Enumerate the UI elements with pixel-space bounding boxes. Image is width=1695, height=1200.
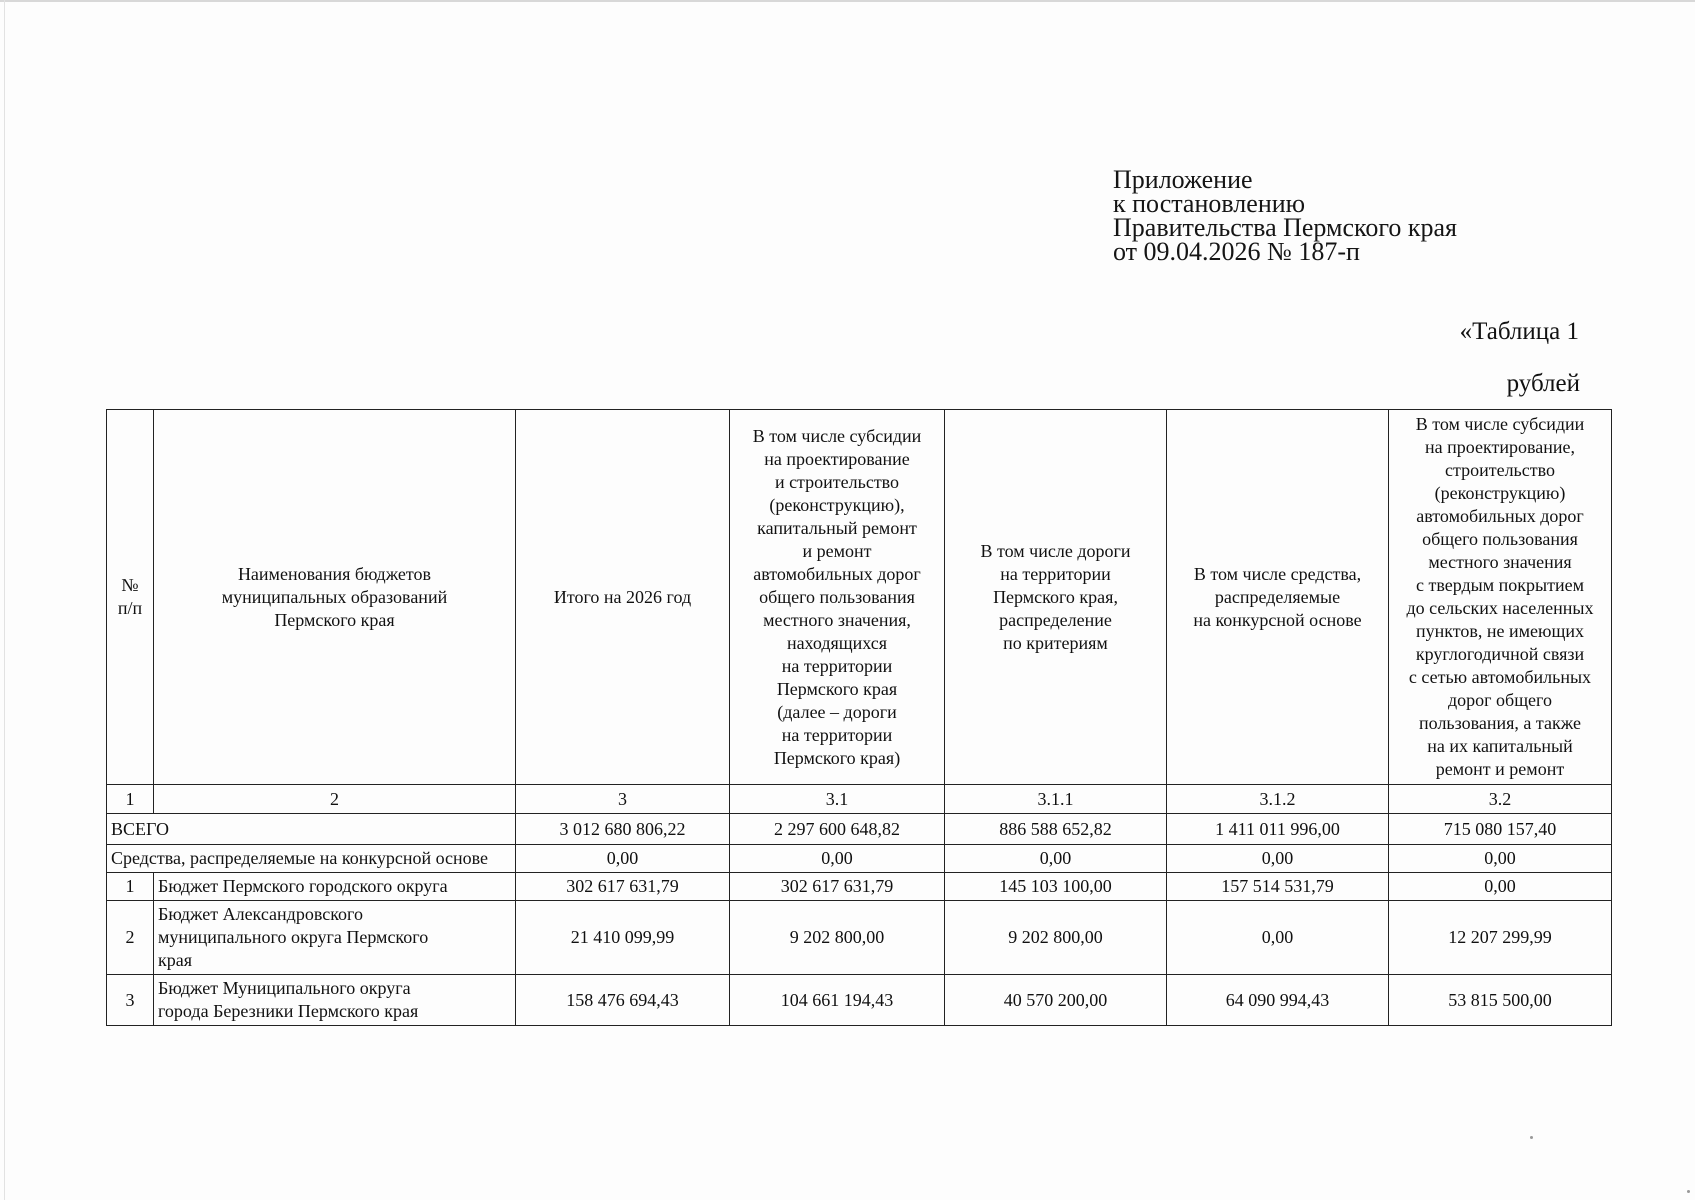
competitive-row bbox=[107, 845, 1612, 873]
table-cell: 0,00 bbox=[516, 845, 730, 873]
attachment-line: к постановлению bbox=[1113, 189, 1306, 218]
table-cell: 21 410 099,99 bbox=[516, 901, 730, 975]
table-cell: 158 476 694,43 bbox=[516, 975, 730, 1026]
column-number: 2 bbox=[154, 785, 516, 814]
budget-name: Бюджет Александровского муниципального округа Пермского края bbox=[154, 901, 516, 975]
scan-edge bbox=[4, 0, 5, 1200]
table-row bbox=[107, 901, 1612, 975]
total-label: ВСЕГО bbox=[107, 814, 516, 845]
column-number: 3.1 bbox=[730, 785, 945, 814]
table-cell: 3 012 680 806,22 bbox=[516, 814, 730, 845]
table-cell: 12 207 299,99 bbox=[1389, 901, 1612, 975]
table-cell: 145 103 100,00 bbox=[945, 873, 1167, 901]
column-number: 1 bbox=[107, 785, 154, 814]
scan-edge bbox=[0, 0, 1695, 2]
attachment-line: Правительства Пермского края bbox=[1113, 213, 1457, 242]
table-cell: 886 588 652,82 bbox=[945, 814, 1167, 845]
column-number-row bbox=[107, 785, 1612, 814]
scan-speck bbox=[1687, 1190, 1690, 1193]
budget-name: Бюджет Пермского городского округа bbox=[154, 873, 516, 901]
row-number: 2 bbox=[107, 901, 154, 975]
table-cell: 64 090 994,43 bbox=[1167, 975, 1389, 1026]
table-cell: 104 661 194,43 bbox=[730, 975, 945, 1026]
table-cell: 0,00 bbox=[945, 845, 1167, 873]
column-header: В том числе средства, распределяемые на конкурсной основе bbox=[1167, 410, 1389, 785]
column-number: 3.1.2 bbox=[1167, 785, 1389, 814]
table-cell: 9 202 800,00 bbox=[945, 901, 1167, 975]
row-number: 1 bbox=[107, 873, 154, 901]
competitive-label: Средства, распределяемые на конкурсной основе bbox=[107, 845, 516, 873]
table-cell: 0,00 bbox=[1389, 873, 1612, 901]
table-cell: 0,00 bbox=[730, 845, 945, 873]
table-cell: 0,00 bbox=[1167, 845, 1389, 873]
header-row bbox=[107, 410, 1612, 785]
table-caption: «Таблица 1 bbox=[1459, 318, 1579, 345]
column-header: В том числе субсидии на проектирование и строительство (реконструкцию), капитальный ремонт и ремонт автомобильных дорог общего пользования местного значения, находящихся на территории Пермского края (далее – дороги на территории Пермского края) bbox=[730, 410, 945, 785]
column-header: В том числе дороги на территории Пермского края, распределение по критериям bbox=[945, 410, 1167, 785]
table-cell: 40 570 200,00 bbox=[945, 975, 1167, 1026]
column-number: 3.1.1 bbox=[945, 785, 1167, 814]
row-number: 3 bbox=[107, 975, 154, 1026]
table-cell: 2 297 600 648,82 bbox=[730, 814, 945, 845]
column-number: 3 bbox=[516, 785, 730, 814]
column-header: Итого на 2026 год bbox=[516, 410, 730, 785]
table-cell: 302 617 631,79 bbox=[516, 873, 730, 901]
units-label: рублей bbox=[1506, 370, 1580, 397]
table-cell: 715 080 157,40 bbox=[1389, 814, 1612, 845]
table-cell: 1 411 011 996,00 bbox=[1167, 814, 1389, 845]
table-cell: 302 617 631,79 bbox=[730, 873, 945, 901]
attachment-header bbox=[1113, 165, 1457, 266]
column-header: В том числе субсидии на проектирование, строительство (реконструкцию) автомобильных дорог общего пользования местного значения с твердым покрытием до сельских населенных пунктов, не имеющих круглогодичной связи с сетью автомобильных дорог общего пользования, а также на их капитальный ремонт и ремонт bbox=[1389, 410, 1612, 785]
table-cell: 157 514 531,79 bbox=[1167, 873, 1389, 901]
table-cell: 0,00 bbox=[1167, 901, 1389, 975]
table-cell: 0,00 bbox=[1389, 845, 1612, 873]
column-header: Наименования бюджетов муниципальных образований Пермского края bbox=[154, 410, 516, 785]
table-cell: 9 202 800,00 bbox=[730, 901, 945, 975]
table-row bbox=[107, 873, 1612, 901]
attachment-line: от 09.04.2026 № 187-п bbox=[1113, 237, 1360, 266]
table-cell: 53 815 500,00 bbox=[1389, 975, 1612, 1026]
budget-table bbox=[106, 409, 1612, 1026]
table-row bbox=[107, 975, 1612, 1026]
attachment-line: Приложение bbox=[1113, 165, 1253, 194]
scan-speck bbox=[1530, 1136, 1533, 1139]
total-row bbox=[107, 814, 1612, 845]
budget-name: Бюджет Муниципального округа города Березники Пермского края bbox=[154, 975, 516, 1026]
column-number: 3.2 bbox=[1389, 785, 1612, 814]
column-header: № п/п bbox=[107, 410, 154, 785]
